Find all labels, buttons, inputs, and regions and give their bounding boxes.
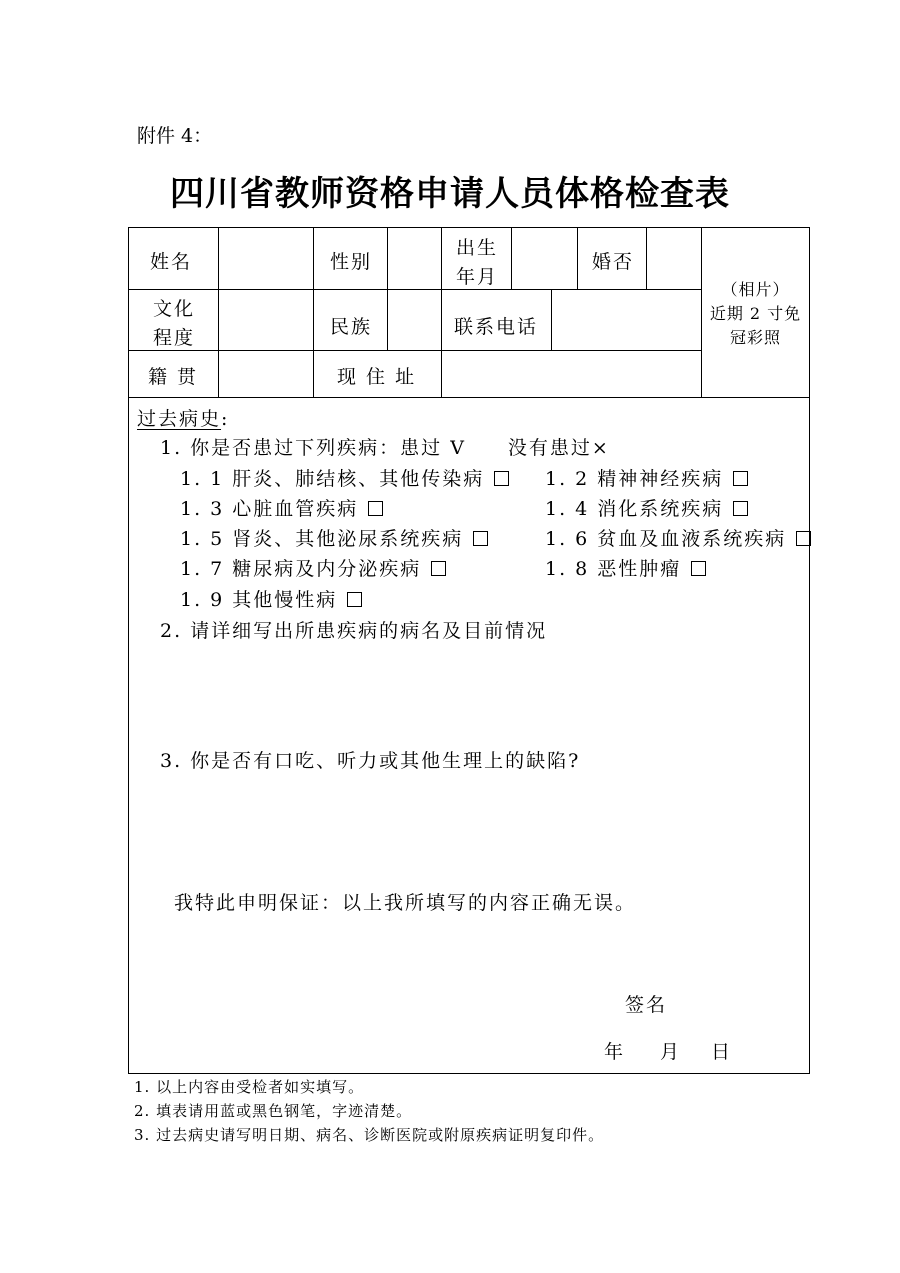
education-field[interactable] <box>219 290 313 350</box>
photo-placeholder <box>702 278 809 350</box>
checkbox[interactable] <box>796 531 811 546</box>
disease-item-label: 1. 3 心脏血管疾病 <box>180 498 359 520</box>
disease-item-label: 1. 5 肾炎、其他泌尿系统疾病 <box>180 528 464 550</box>
name-field[interactable] <box>219 228 313 289</box>
disease-item-1-5 <box>180 524 488 551</box>
disease-item-1-3 <box>180 494 383 521</box>
note-2: 2. 填表请用蓝或黑色钢笔，字迹清楚。 <box>134 1102 413 1120</box>
phone-field[interactable] <box>552 290 701 350</box>
address-label: 现 住 址 <box>337 366 417 388</box>
photo-line2: 近期 2 寸免 <box>709 304 802 323</box>
checkbox[interactable] <box>347 592 362 607</box>
attachment-label: 附件 4： <box>137 125 213 147</box>
education-label-line1: 文化 <box>153 298 196 320</box>
disease-item-label: 1. 4 消化系统疾病 <box>545 498 724 520</box>
disease-item-1-6 <box>545 524 811 551</box>
question-3: 3. 你是否有口吃、听力或其他生理上的缺陷? <box>160 750 581 772</box>
phone-label: 联系电话 <box>454 316 539 338</box>
marital-field[interactable] <box>647 228 701 289</box>
birth-label-line2: 年月 <box>456 266 499 288</box>
photo-line3: 冠彩照 <box>729 328 781 347</box>
month-label: 月 <box>660 1041 682 1063</box>
ethnicity-field[interactable] <box>388 290 441 350</box>
note-3: 3. 过去病史请写明日期、病名、诊断医院或附原疾病证明复印件。 <box>134 1126 605 1144</box>
gender-label: 性别 <box>330 251 373 273</box>
address-field[interactable] <box>442 351 701 397</box>
disease-item-label: 1. 9 其他慢性病 <box>180 589 338 611</box>
gender-field[interactable] <box>388 228 441 289</box>
question-2: 2. 请详细写出所患疾病的病名及目前情况 <box>160 620 548 642</box>
year-label: 年 <box>604 1041 626 1063</box>
checkbox[interactable] <box>473 531 488 546</box>
disease-item-1-9 <box>180 585 362 612</box>
checkbox[interactable] <box>494 471 509 486</box>
note-1: 1. 以上内容由受检者如实填写。 <box>134 1078 365 1096</box>
ethnicity-label: 民族 <box>330 316 373 338</box>
disease-item-label: 1. 8 恶性肿瘤 <box>545 558 682 580</box>
checkbox[interactable] <box>431 561 446 576</box>
checkbox[interactable] <box>733 501 748 516</box>
native-place-field[interactable] <box>219 351 313 397</box>
day-label: 日 <box>711 1041 733 1063</box>
disease-item-label: 1. 1 肝炎、肺结核、其他传染病 <box>180 468 485 490</box>
disease-item-1-2 <box>545 464 748 491</box>
checkbox[interactable] <box>368 501 383 516</box>
marital-label: 婚否 <box>592 251 635 273</box>
disease-item-1-4 <box>545 494 748 521</box>
birth-label-line1: 出生 <box>456 237 499 259</box>
disease-item-label: 1. 6 贫血及血液系统疾病 <box>545 528 787 550</box>
name-label: 姓名 <box>150 251 193 273</box>
declaration: 我特此申明保证：以上我所填写的内容正确无误。 <box>174 892 637 914</box>
checkbox[interactable] <box>691 561 706 576</box>
disease-item-1-7 <box>180 554 446 581</box>
question-1: 1. 你是否患过下列疾病：患过 V 没有患过× <box>160 437 610 459</box>
disease-item-1-1 <box>180 464 509 491</box>
photo-line1: （相片） <box>721 280 790 299</box>
checkbox[interactable] <box>733 471 748 486</box>
question-3-answer-area[interactable] <box>160 780 790 870</box>
history-heading <box>137 404 229 431</box>
education-label-line2: 程度 <box>153 327 196 349</box>
disease-item-label: 1. 2 精神神经疾病 <box>545 468 724 490</box>
history-heading-text: 过去病史 <box>137 408 222 430</box>
signature-label: 签名 <box>625 994 668 1016</box>
history-heading-colon: : <box>221 408 230 430</box>
disease-item-1-8 <box>545 554 706 581</box>
signature-field[interactable] <box>672 985 792 1015</box>
page-title: 四川省教师资格申请人员体格检查表 <box>170 174 730 214</box>
birth-field[interactable] <box>512 228 577 289</box>
native-place-label: 籍 贯 <box>148 366 199 388</box>
question-2-answer-area[interactable] <box>160 650 790 740</box>
disease-item-label: 1. 7 糖尿病及内分泌疾病 <box>180 558 422 580</box>
